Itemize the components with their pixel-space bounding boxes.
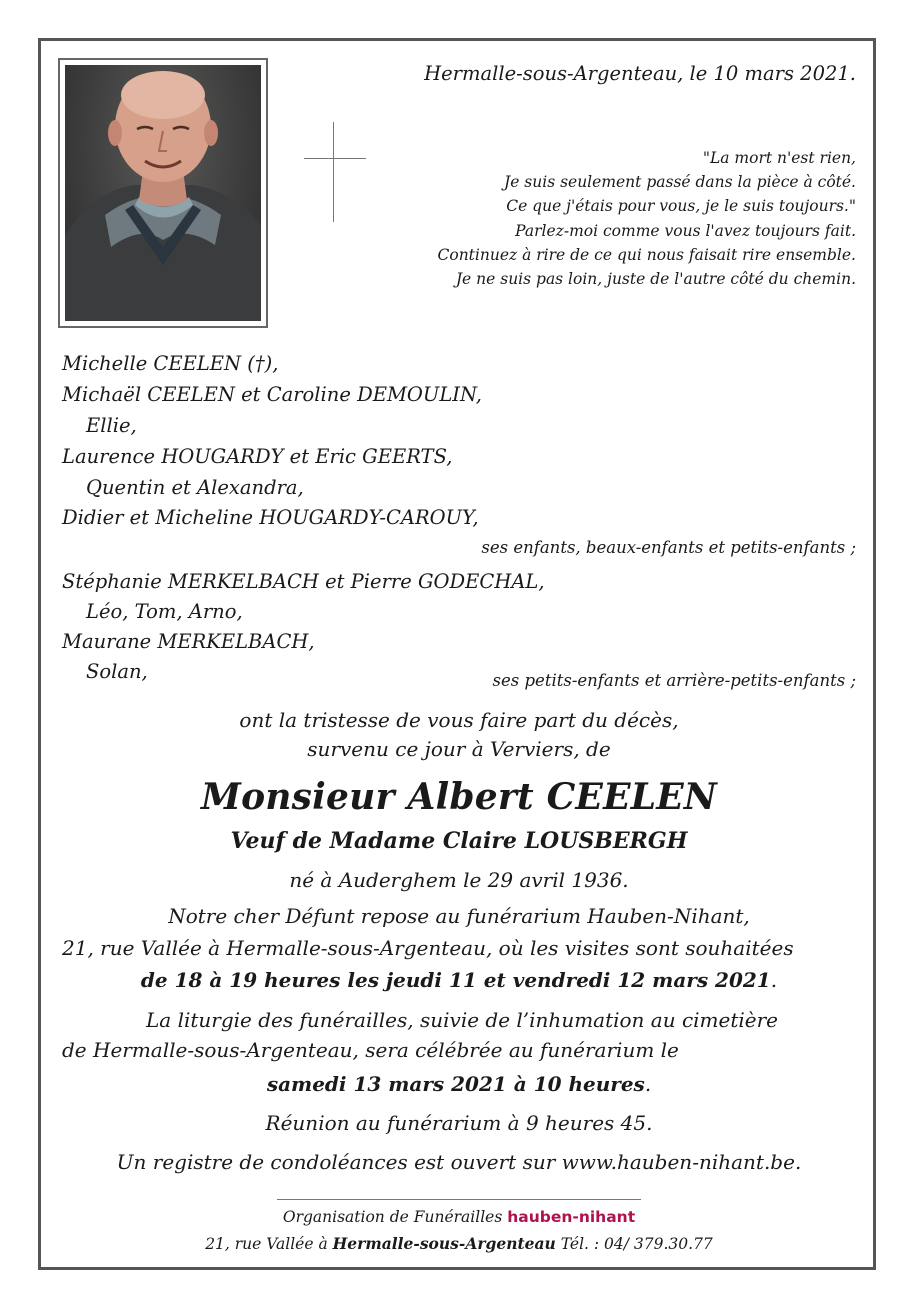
deceased-name: Monsieur Albert CEELEN [201, 776, 717, 818]
cross-icon-bar [304, 158, 366, 159]
footer-org-label: Organisation de Funérailles [282, 1208, 503, 1226]
family-line: Ellie, [86, 414, 137, 437]
family-caption: ses enfants, beaux-enfants et petits-enfants ; [481, 538, 856, 557]
register-line: Un registre de condoléances est ouvert sur www.hauben-nihant.be. [116, 1150, 802, 1174]
visitation-hours-end: . [770, 968, 778, 992]
visitation-hours [0, 968, 918, 992]
poem-line: "La mort n'est rien, [702, 149, 856, 167]
funeral-date-text: samedi 13 mars 2021 à 10 heures [266, 1072, 645, 1096]
family-line: Laurence HOUGARDY et Eric GEERTS, [62, 445, 453, 468]
funeral-line: de Hermalle-sous-Argenteau, sera célébrée au funérarium le [62, 1038, 679, 1062]
visitation-line: 21, rue Vallée à Hermalle-sous-Argenteau, où les visites sont souhaitées [62, 936, 794, 960]
family-line: Didier et Micheline HOUGARDY-CAROUY, [62, 506, 479, 529]
cross-icon [333, 122, 334, 222]
poem-line: Je suis seulement passé dans la pièce à côté. [503, 173, 856, 192]
family-line: Solan, [86, 660, 148, 683]
visitation-hours-text: de 18 à 19 heures les jeudi 11 et vendredi 12 mars 2021 [140, 968, 771, 992]
family-line: Michelle CEELEN (†), [62, 352, 279, 375]
funeral-line: La liturgie des funérailles, suivie de l’inhumation au cimetière [146, 1008, 779, 1032]
announcement-line: survenu ce jour à Verviers, de [307, 737, 611, 761]
family-line: Maurane MERKELBACH, [62, 630, 315, 653]
portrait-photo [65, 65, 261, 321]
funeral-date [0, 1072, 918, 1096]
poem-line: Je ne suis pas loin, juste de l'autre côté du chemin. [455, 270, 856, 289]
footer-org [0, 1208, 918, 1226]
family-line: Léo, Tom, Arno, [86, 600, 243, 623]
footer-phone: Tél. : 04/ 379.30.77 [560, 1235, 713, 1253]
brand-logo: hauben-nihant [507, 1208, 636, 1226]
footer-address-city: Hermalle-sous-Argenteau [332, 1234, 556, 1253]
family-caption: ses petits-enfants et arrière-petits-enfants ; [492, 671, 856, 690]
portrait-frame [58, 58, 268, 328]
meeting-line: Réunion au funérarium à 9 heures 45. [265, 1111, 653, 1135]
announcement-line: ont la tristesse de vous faire part du décès, [239, 708, 679, 732]
widow-line: Veuf de Madame Claire LOUSBERGH [230, 828, 688, 854]
family-line: Quentin et Alexandra, [86, 476, 304, 499]
poem-line: Parlez-moi comme vous l'avez toujours fait. [515, 221, 856, 240]
visitation-line: Notre cher Défunt repose au funérarium Hauben-Nihant, [168, 904, 750, 928]
family-line: Michaël CEELEN et Caroline DEMOULIN, [62, 383, 482, 406]
poem-line: Ce que j'étais pour vous, je le suis toujours." [506, 197, 856, 216]
footer-divider [277, 1199, 641, 1200]
birth-line: né à Auderghem le 29 avril 1936. [289, 868, 629, 892]
footer-address [0, 1234, 918, 1253]
family-line: Stéphanie MERKELBACH et Pierre GODECHAL, [62, 570, 545, 593]
poem-line: Continuez à rire de ce qui nous faisait rire ensemble. [437, 245, 856, 264]
poem [438, 146, 857, 291]
place-date: Hermalle-sous-Argenteau, le 10 mars 2021. [424, 62, 856, 85]
footer-address-start: 21, rue Vallée à [205, 1235, 328, 1253]
funeral-date-end: . [644, 1072, 652, 1096]
